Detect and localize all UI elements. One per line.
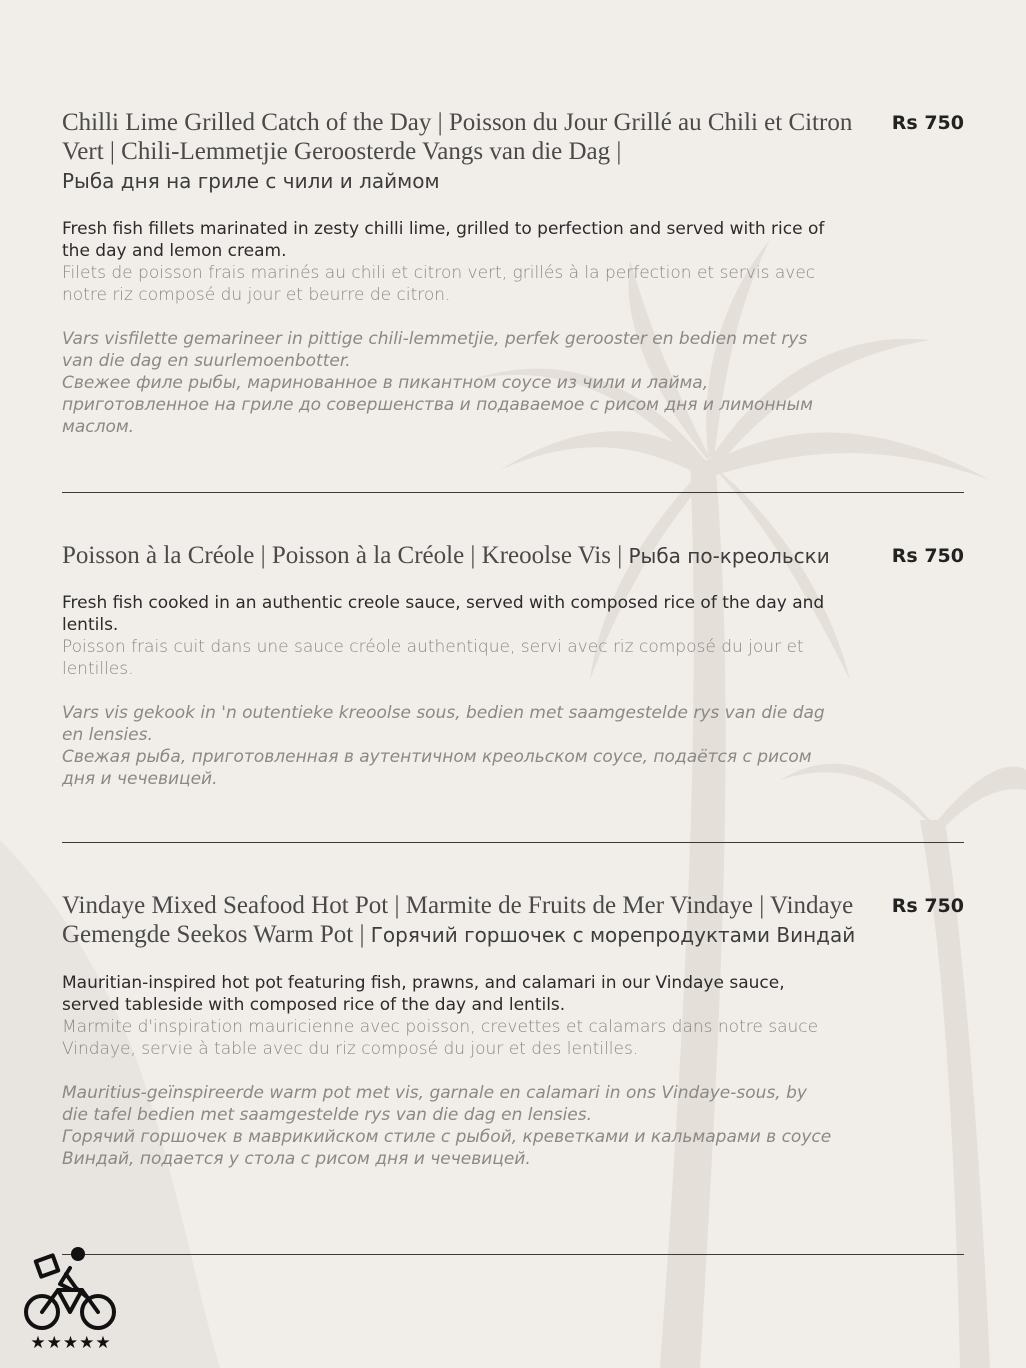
delivery-cyclist-icon xyxy=(18,1244,124,1352)
dish-title xyxy=(62,891,862,950)
description-english: Mauritian-inspired hot pot featuring fish, prawns, and calamari in our Vindaye sauce, served tableside with composed rice of the day and lentils. xyxy=(62,973,785,1015)
description-english: Fresh fish cooked in an authentic creole sauce, served with composed rice of the day and lentils. xyxy=(62,593,825,635)
description-afrikaans: Vars vis gekook in 'n outentieke kreoolse sous, bedien met saamgestelde rys van die dag en lensies. xyxy=(62,703,825,745)
description-russian: Свежее филе рыбы, маринованное в пикантном соусе из чили и лайма, приготовленное на гриле до совершенства и подаваемое с рисом дня и лимонным маслом. xyxy=(62,373,813,437)
section-divider xyxy=(62,842,964,843)
dish-title-multilingual: Vindaye Mixed Seafood Hot Pot | Marmite de Fruits de Mer Vindaye | Vindaye Gemengde Seekos Warm Pot | xyxy=(62,892,854,948)
description-french: Poisson frais cuit dans une sauce créole authentique, servi avec riz composé du jour et lentilles. xyxy=(62,637,804,679)
description-french: Filets de poisson frais marinés au chili et citron vert, grillés à la perfection et servis avec notre riz composé du jour et beurre de citron. xyxy=(62,263,816,305)
dish-title-russian: Рыба по-креольски xyxy=(628,544,830,568)
description-french: Marmite d'inspiration mauricienne avec poisson, crevettes et calamars dans notre sauce Vindaye, servie à table avec du riz composé du jour et des lentilles. xyxy=(62,1017,819,1059)
description-afrikaans: Vars visfilette gemarineer in pittige chili-lemmetjie, perfek gerooster en bedien met rys van die dag en suurlemoenbotter. xyxy=(62,329,808,371)
section-divider xyxy=(62,492,964,493)
section-divider xyxy=(62,1254,964,1255)
dish-title-russian: Рыба дня на гриле с чили и лаймом xyxy=(62,169,440,193)
dish-price: Rs 750 xyxy=(891,895,964,917)
dish-price: Rs 750 xyxy=(891,545,964,567)
dish-title-multilingual: Poisson à la Créole | Poisson à la Créole | Kreoolse Vis | xyxy=(62,542,623,569)
dish-title xyxy=(62,108,862,196)
dish-title xyxy=(62,541,862,571)
dish-title-multilingual: Chilli Lime Grilled Catch of the Day | Poisson du Jour Grillé au Chili et Citron Vert | Chili-Lemmetjie Geroosterde Vangs van die Dag | xyxy=(62,109,853,165)
description-afrikaans: Mauritius-geïnspireerde warm pot met vis, garnale en calamari in ons Vindaye-sous, by die tafel bedien met saamgestelde rys van die dag en lensies. xyxy=(62,1083,807,1125)
dish-description xyxy=(62,218,832,438)
dish-price: Rs 750 xyxy=(891,112,964,134)
description-russian: Горячий горшочек в маврикийском стиле с рыбой, креветками и кальмарами в соусе Виндай, подается у стола с рисом дня и чечевицей. xyxy=(62,1127,832,1169)
dish-title-russian: Горячий горшочек с морепродуктами Виндай xyxy=(370,923,856,947)
dish-description xyxy=(62,592,832,790)
menu-item xyxy=(62,541,964,790)
description-russian: Свежая рыба, приготовленная в аутентичном креольском соусе, подаётся с рисом дня и чечевицей. xyxy=(62,747,812,789)
menu-item xyxy=(62,108,964,438)
rating-stars: ★★★★★ xyxy=(30,1333,112,1352)
menu-item xyxy=(62,891,964,1170)
dish-description xyxy=(62,972,832,1170)
description-english: Fresh fish fillets marinated in zesty chilli lime, grilled to perfection and served with rice of the day and lemon cream. xyxy=(62,219,825,261)
